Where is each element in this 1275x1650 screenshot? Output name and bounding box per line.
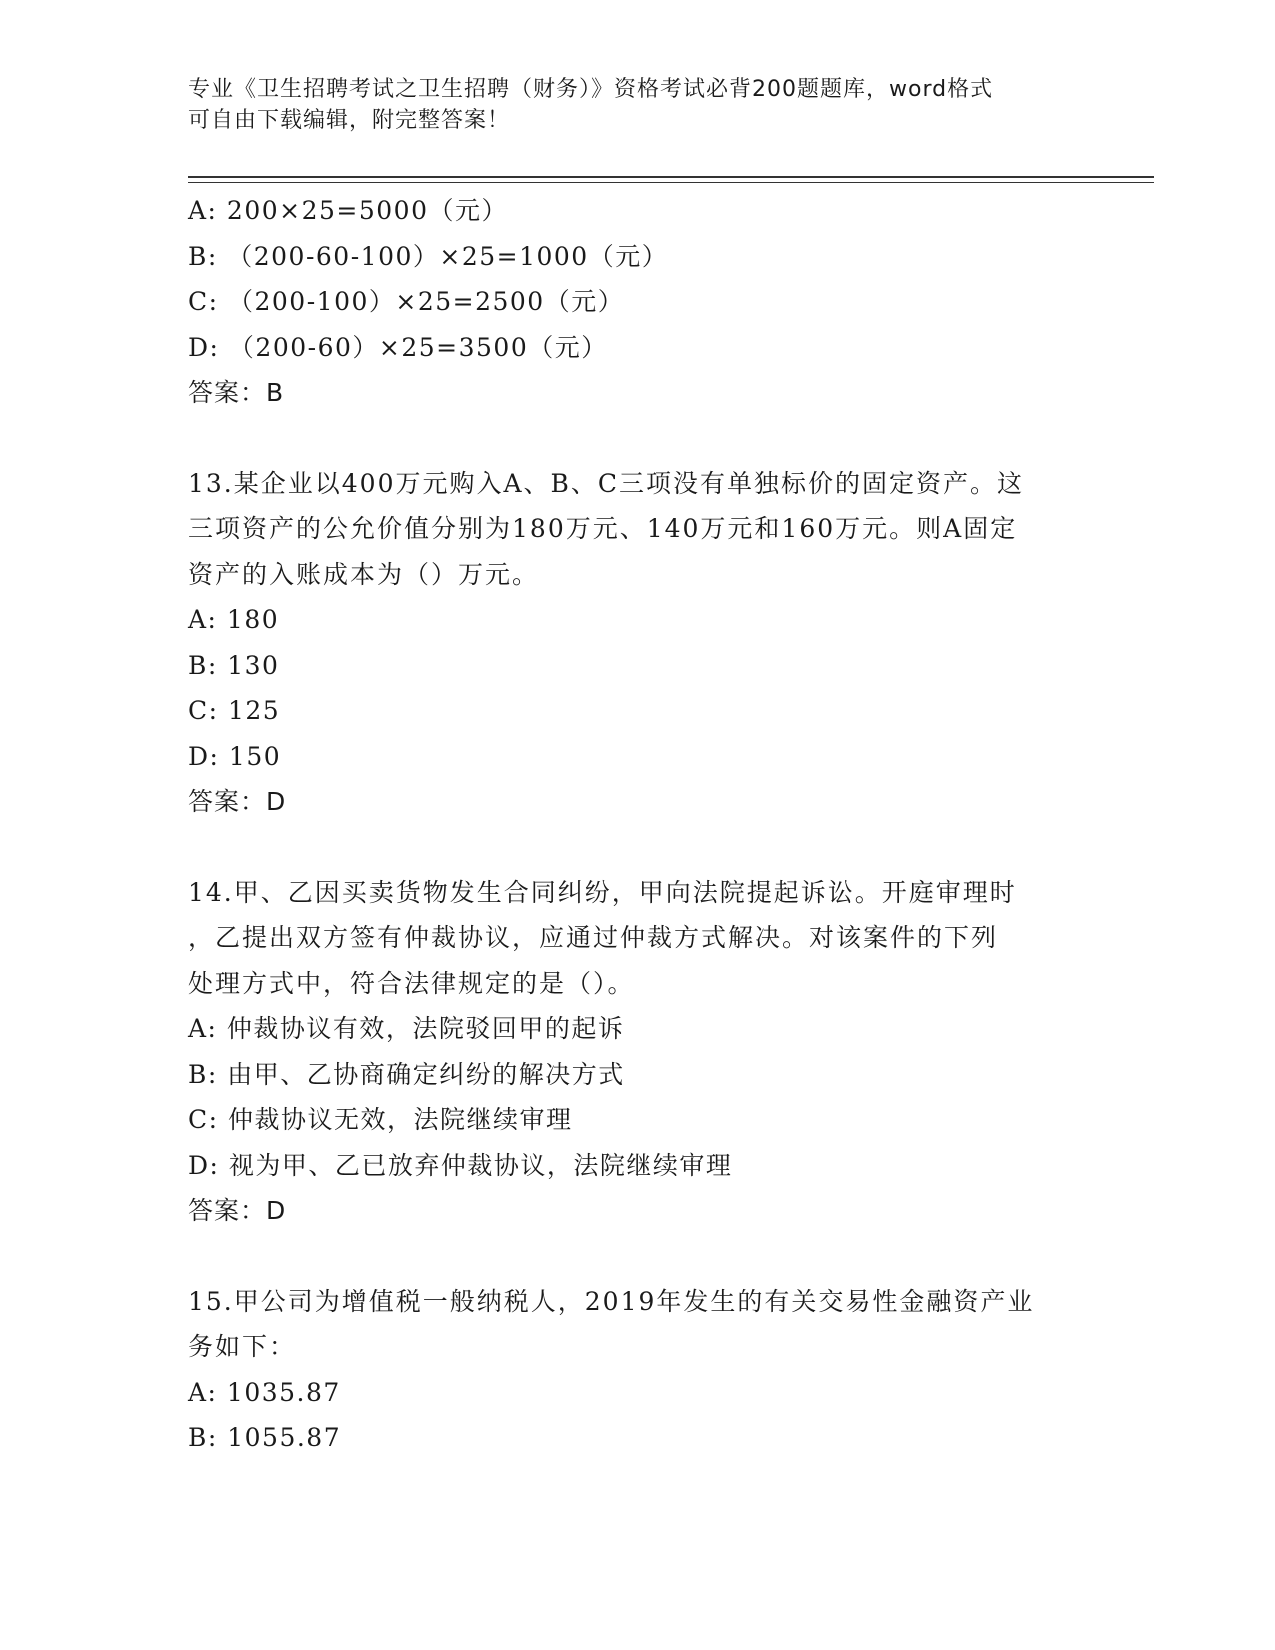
- spacer: [188, 825, 1088, 870]
- option-b: B: 1055.87: [188, 1423, 342, 1452]
- question-stem-line: 资产的入账成本为（）万元。: [188, 559, 540, 589]
- option-b: B: （200-60-100）×25=1000（元）: [188, 241, 669, 271]
- option-d: D: 视为甲、乙已放弃仲裁协议，法院继续审理: [188, 1150, 733, 1180]
- header-rule-thin: [188, 182, 1154, 183]
- option-c: C: 仲裁协议无效，法院继续审理: [188, 1105, 573, 1134]
- question-13-block: [188, 461, 1088, 825]
- answer-line: 答案：B: [188, 378, 285, 407]
- header-rule-thick: [188, 176, 1154, 178]
- spacer: [188, 1234, 1088, 1279]
- header-line-1: 专业《卫生招聘考试之卫生招聘（财务）》资格考试必背200题题库，word格式: [188, 77, 994, 102]
- answer-line: 答案：D: [188, 787, 287, 816]
- question-12-block: [188, 188, 1088, 416]
- question-15-block: [188, 1279, 1088, 1461]
- question-stem-line: 13.某企业以400万元购入A、B、C三项没有单独标价的固定资产。这: [188, 468, 1025, 498]
- question-stem-line: 15.甲公司为增值税一般纳税人，2019年发生的有关交易性金融资产业: [188, 1286, 1035, 1316]
- answer-line: 答案：D: [188, 1196, 287, 1225]
- option-d: D: （200-60）×25=3500（元）: [188, 332, 608, 362]
- option-c: C: （200-100）×25=2500（元）: [188, 287, 625, 316]
- document-header: [188, 74, 1088, 136]
- spacer: [188, 416, 1088, 461]
- question-stem-line: 三项资产的公允价值分别为180万元、140万元和160万元。则A固定: [188, 514, 1018, 543]
- question-stem-line: 14.甲、乙因买卖货物发生合同纠纷，甲向法院提起诉讼。开庭审理时: [188, 877, 1017, 907]
- option-a: A: 180: [188, 605, 280, 634]
- question-stem-line: 处理方式中，符合法律规定的是（）。: [188, 968, 635, 998]
- option-b: B: 由甲、乙协商确定纠纷的解决方式: [188, 1059, 625, 1089]
- option-b: B: 130: [188, 650, 280, 680]
- header-line-2: 可自由下载编辑，附完整答案！: [188, 108, 511, 133]
- question-14-block: [188, 870, 1088, 1234]
- question-content: [188, 188, 1088, 1461]
- question-stem-line: 务如下：: [188, 1332, 297, 1361]
- option-a: A: 200×25=5000（元）: [188, 196, 508, 225]
- option-d: D: 150: [188, 741, 282, 771]
- option-a: A: 仲裁协议有效，法院驳回甲的起诉: [188, 1014, 625, 1043]
- question-stem-line: ，乙提出双方签有仲裁协议，应通过仲裁方式解决。对该案件的下列: [188, 923, 999, 952]
- option-c: C: 125: [188, 696, 281, 725]
- option-a: A: 1035.87: [188, 1377, 341, 1407]
